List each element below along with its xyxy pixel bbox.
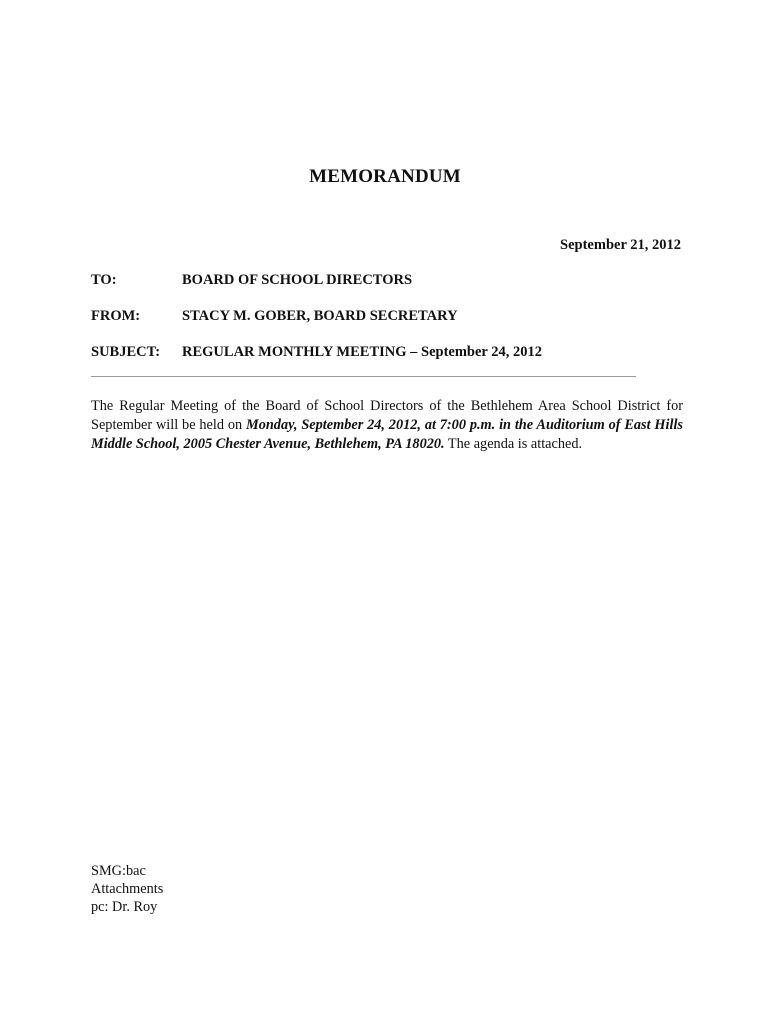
body-text-closing: The agenda is attached. xyxy=(444,436,583,452)
footer-attachments: Attachments xyxy=(91,881,164,897)
body-text-intro: The Regular Meeting of the Board of School Directors of the Bethlehem Area School District for September will be held on xyxy=(91,398,683,433)
memo-footer xyxy=(91,862,163,916)
footer-initials: SMG:bac xyxy=(91,863,146,879)
body-meeting-details: Monday, September 24, 2012, at 7:00 p.m. in the Auditorium of East Hills Middle School, 2005 Chester Avenue, Bethlehem, PA 18020. xyxy=(91,417,683,452)
memo-date: September 21, 2012 xyxy=(560,237,681,253)
from-label: FROM: xyxy=(91,308,141,324)
header-divider xyxy=(91,376,636,377)
subject-label: SUBJECT: xyxy=(91,344,161,360)
from-value: STACY M. GOBER, BOARD SECRETARY xyxy=(182,308,458,324)
footer-cc: pc: Dr. Roy xyxy=(91,899,158,915)
memo-title: MEMORANDUM xyxy=(309,166,461,187)
memo-body xyxy=(91,397,683,454)
subject-value: REGULAR MONTHLY MEETING – September 24, 2012 xyxy=(182,344,542,360)
to-label: TO: xyxy=(91,272,117,288)
to-value: BOARD OF SCHOOL DIRECTORS xyxy=(182,272,413,288)
